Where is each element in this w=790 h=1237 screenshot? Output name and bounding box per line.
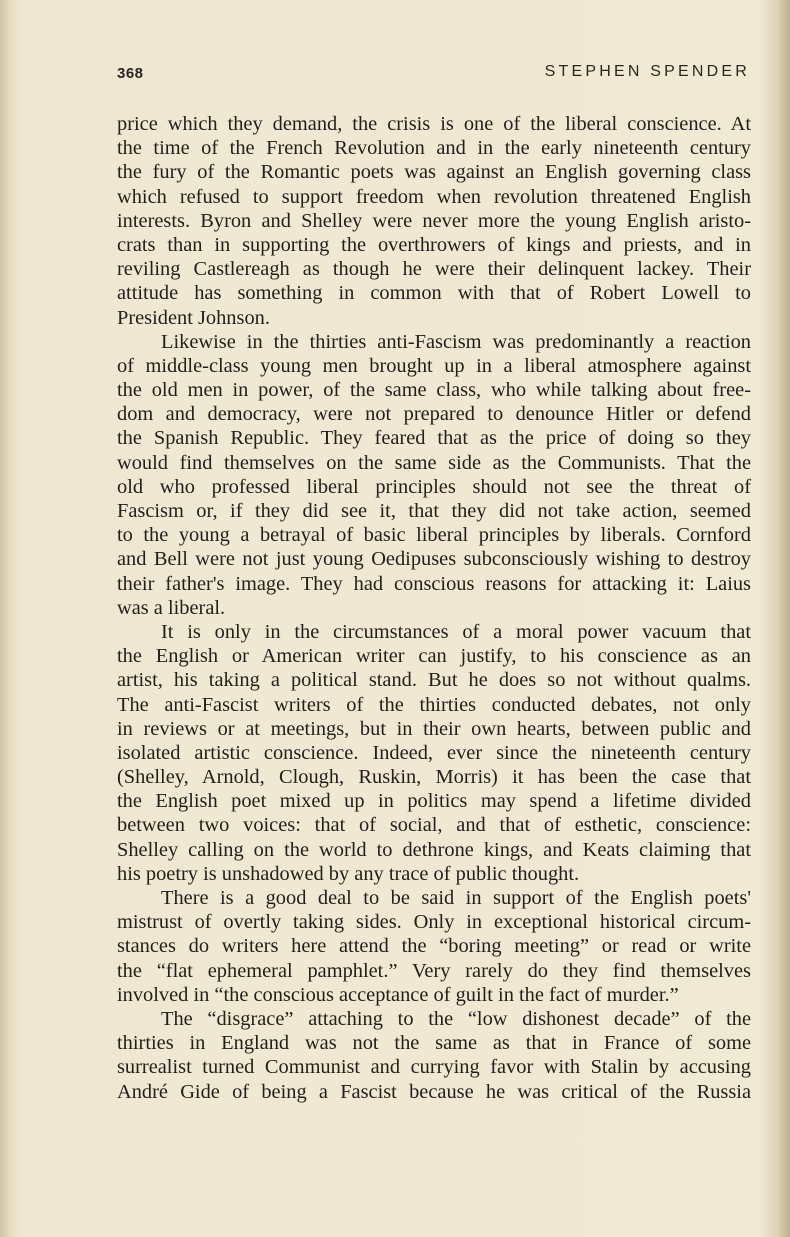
text-line: André Gide of being a Fascist because he was critical of the Russia <box>117 1080 751 1103</box>
paragraph <box>117 886 751 1007</box>
text-line: to the young a betrayal of basic liberal principles by liberals. Cornford <box>117 524 751 547</box>
text-line: involved in “the conscious acceptance of guilt in the fact of murder.” <box>117 983 679 1006</box>
paragraph <box>117 330 751 620</box>
text-line: Fascism or, if they did see it, that they did not take action, seemed <box>117 500 751 522</box>
text-line: the fury of the Romantic poets was against an English governing class <box>117 161 751 184</box>
text-line: old who professed liberal principles should not see the threat of <box>117 475 751 498</box>
text-line: dom and democracy, were not prepared to denounce Hitler or defend <box>117 403 751 426</box>
text-line: President Johnson. <box>117 306 270 329</box>
running-head <box>117 63 750 87</box>
body-text <box>117 112 751 1104</box>
page-number: 368 <box>117 65 144 82</box>
text-line: isolated artistic conscience. Indeed, ever since the nineteenth century <box>117 741 751 764</box>
text-line: the “flat ephemeral pamphlet.” Very rarely do they find themselves <box>117 959 751 982</box>
text-line: stances do writers here attend the “boring meeting” or read or write <box>117 935 751 958</box>
text-line: his poetry is unshadowed by any trace of public thought. <box>117 862 580 885</box>
text-line: price which they demand, the crisis is one of the liberal conscience. At <box>117 113 751 135</box>
text-line: in reviews or at meetings, but in their own hearts, between public and <box>117 717 751 740</box>
text-line: reviling Castlereagh as though he were their delinquent lackey. Their <box>117 258 751 281</box>
text-line: crats than in supporting the overthrowers of kings and priests, and in <box>117 233 751 256</box>
text-line: Shelley calling on the world to dethrone kings, and Keats claiming that <box>117 838 751 861</box>
text-line: was a liberal. <box>117 596 226 619</box>
text-line: surrealist turned Communist and currying favor with Stalin by accusing <box>117 1056 751 1079</box>
text-line: of middle-class young men brought up in a liberal atmosphere against <box>117 354 751 377</box>
text-line: There is a good deal to be said in support of the English poets' <box>161 887 751 909</box>
text-line: (Shelley, Arnold, Clough, Ruskin, Morris) it has been the case that <box>117 766 751 789</box>
text-line: their father's image. They had conscious reasons for attacking it: Laius <box>117 572 751 595</box>
text-line: the time of the French Revolution and in the early nineteenth century <box>117 137 751 160</box>
text-line: the old men in power, of the same class, who while talking about free- <box>117 379 751 402</box>
paragraph <box>117 112 751 330</box>
paragraph <box>117 1007 751 1104</box>
text-line: the English or American writer can justify, to his conscience as an <box>117 645 751 668</box>
text-line: interests. Byron and Shelley were never more the young English aristo- <box>117 209 751 232</box>
text-line: the English poet mixed up in politics may spend a lifetime divided <box>117 790 751 813</box>
text-line: would find themselves on the same side as the Communists. That the <box>117 451 751 474</box>
text-line: thirties in England was not the same as that in France of some <box>117 1032 751 1055</box>
text-line: between two voices: that of social, and that of esthetic, conscience: <box>117 814 751 837</box>
text-line: which refused to support freedom when revolution threatened English <box>117 185 751 208</box>
text-line: The anti-Fascist writers of the thirties conducted debates, not only <box>117 693 751 716</box>
text-line: The “disgrace” attaching to the “low dishonest decade” of the <box>161 1007 751 1030</box>
text-line: Likewise in the thirties anti-Fascism was predominantly a reaction <box>161 330 751 353</box>
text-line: mistrust of overtly taking sides. Only in exceptional historical circum- <box>117 911 751 934</box>
text-line: It is only in the circumstances of a moral power vacuum that <box>161 620 751 643</box>
text-line: the Spanish Republic. They feared that as the price of doing so they <box>117 427 751 450</box>
text-line: attitude has something in common with that of Robert Lowell to <box>117 282 751 305</box>
paragraph <box>117 620 751 886</box>
text-line: artist, his taking a political stand. But he does so not without qualms. <box>117 669 751 692</box>
running-head-author: STEPHEN SPENDER <box>544 63 750 80</box>
text-line: and Bell were not just young Oedipuses subconsciously wishing to destroy <box>117 548 751 571</box>
